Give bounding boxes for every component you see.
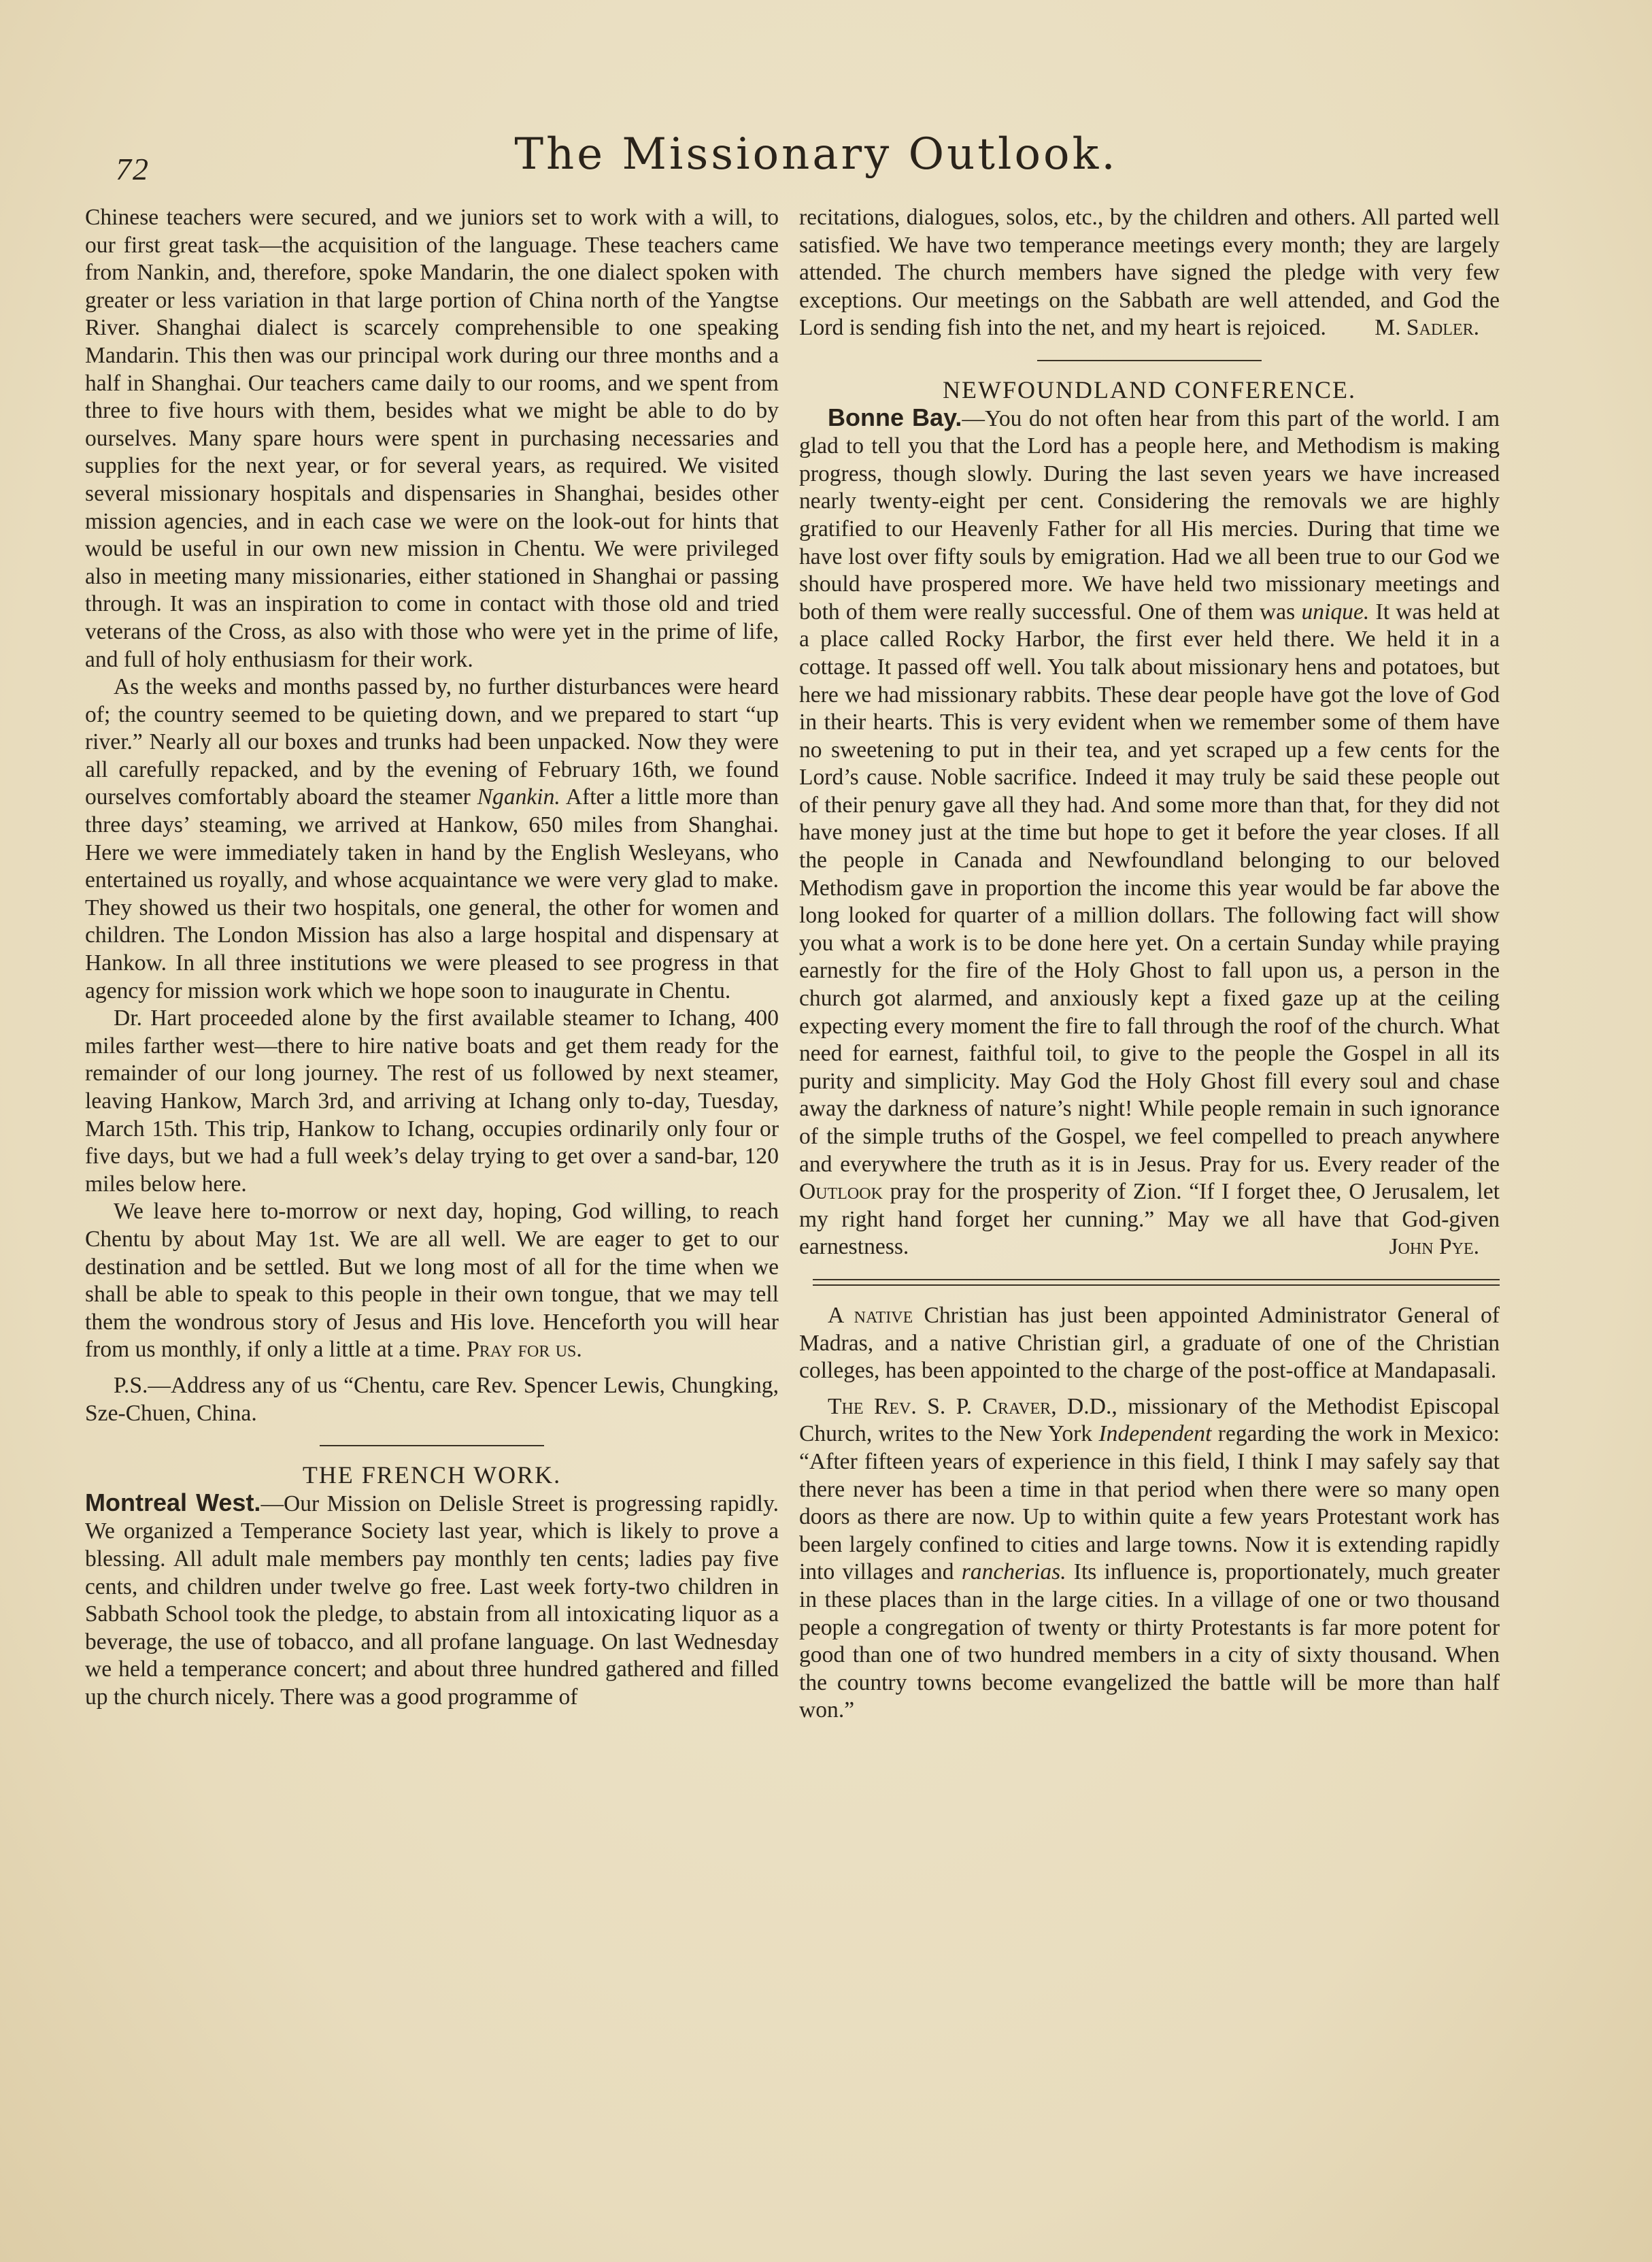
masthead-title: The Missionary Outlook. — [514, 129, 1118, 180]
section-divider — [320, 1445, 544, 1446]
section-heading-french-work: THE FRENCH WORK. — [302, 1461, 562, 1489]
place-lead: Montreal West. — [85, 1488, 261, 1516]
paragraph: Montreal West.—Our Mission on Delisle Street is progressing rapidly. We organized a Temperance Society last year, which is likely to prove a blessing. All adult male members pay monthly ten cents; ladies pay five cents, and children under twelve go free. Last week forty-two children in Sabbath School took the pledge, to abstain from all intoxicating liquor as a beverage, the use of tobacco, and all profane language. On last Wednesday we held a temperance concert; and about three hundred gathered and filled up the church nicely. There was a good programme of — [85, 1488, 779, 1710]
paragraph: Bonne Bay.—You do not often hear from this part of the world. I am glad to tell you that the Lord has a people here, and Methodism is making progress, though slowly. During the last seven years we have increased nearly twenty-eight per cent. Considering the removals we are highly gratified to our Heavenly Father for all His mercies. During that time we have lost over fifty souls by emigration. Had we all been true to our God we should have prospered more. We have held two missionary meetings and both of them were really successful. One of them was unique. It was held at a place called Rocky Harbor, the first ever held there. We held it in a cottage. It passed off well. You talk about missionary hens and potatoes, but here we had missionary rabbits. These dear people have got the love of God in their hearts. This is very evident when we remember some of them have no sweetening to put in their tea, and yet scraped up a few cents for the Lord’s cause. Noble sacrifice. Indeed it may truly be said these people out of their penury gave all they had. And some more than that, for they did not have money just at the time but hope to get it before the year closes. If all the people in Canada and Newfoundland belonging to our beloved Methodism gave in proportion the income this year would be far above the long looked for quarter of a million dollars. The following fact will show you what a work is to be done here yet. On a certain Sunday while praying earnestly for the fire of the Holy Ghost to fall upon us, a person in the church got alarmed, and anxiously kept a fixed gaze up at the ceiling expecting every moment the fire to fall through the roof of the church. What need for earnest, faithful toil, to give to the people the Gospel in all its purity and simplicity. May God the Holy Ghost fill every soul and chase away the darkness of nature’s night! While people remain in such ignorance of the simple truths of the Gospel, we feel compelled to preach anywhere and everywhere the truth as it is in Jesus. Pray for us. Every reader of the Outlook pray for the prosperity of Zion. “If I forget thee, O Jerusalem, let my right hand forget her cunning.” May we all have that God-given earnestness. John Pye. — [799, 404, 1500, 1261]
signature: John Pye. — [1389, 1234, 1479, 1260]
ship-name: Ngankin. — [477, 784, 560, 810]
closing-line: Pray for us. — [467, 1337, 582, 1363]
section-divider — [1037, 360, 1262, 361]
place-lead: Bonne Bay. — [828, 403, 962, 431]
signature: M. Sadler. — [1375, 315, 1479, 341]
postscript: P.S.—Address any of us “Chentu, care Rev. Spencer Lewis, Chungking, Sze-Chuen, China. — [85, 1372, 779, 1426]
paragraph: Chinese teachers were secured, and we juniors set to work with a will, to our first great task—the acquisition of the language. These teachers came from Nankin, and, therefore, spoke Mandarin, the one dialect spoken with greater or less variation in that large portion of China north of the Yangtse River. Shanghai dialect is scarcely comprehensible to one speaking Mandarin. This then was our principal work during our three months and a half in Shanghai. Our teachers came daily to our rooms, and we spent from three to five hours with them, besides what we might be able to do by ourselves. Many spare hours were spent in purchasing necessaries and supplies for the next year, or for several years, as required. We visited several missionary hospitals and dispensaries in Shanghai, besides other mission agencies, and in each case we were on the look-out for hints that would be useful in our own new mission in Chentu. We were privileged also in meeting many missionaries, either stationed in Shanghai or passing through. It was an inspiration to come in contact with those old and tried veterans of the Cross, as also with those who were yet in the prime of life, and full of holy enthusiasm for their work. — [85, 205, 779, 672]
right-column — [799, 204, 1500, 1725]
paragraph: The Rev. S. P. Craver, D.D., missionary of the Methodist Episcopal Church, writes to the New York Independent regarding the work in Mexico: “After fifteen years of experience in this field, I think I may safely say that there never has been a time in that period when there were so many open doors as there are now. Up to within quite a few years Protestant work has been largely confined to cities and large towns. Now it is extending rapidly into villages and rancherias. Its influence is, proportionately, much greater in these places than in the large cities. In a village of one or two thousand people a congregation of twenty or thirty Protestants is far more potent for good than one of two hundred members in a city of sixty thousand. When the country towns become evangelized the battle will be more than half won.” — [799, 1393, 1500, 1723]
section-heading-newfoundland: NEWFOUNDLAND CONFERENCE. — [943, 376, 1356, 403]
paragraph: We leave here to-morrow or next day, hoping, God willing, to reach Chentu by about May 1st. We are all well. We are eager to get to our destination and be settled. But we long most of all for the time when we shall be able to speak to this people in their own tongue, that we may tell them the wondrous story of Jesus and His love. Henceforth you will hear from us monthly, if only a little at a time. Pray for us. — [85, 1199, 779, 1363]
paragraph: A native Christian has just been appointed Administrator General of Madras, and a native Christian girl, a graduate of one of the Christian colleges, has been appointed to the charge of the post-office at Mandapasali. — [799, 1302, 1500, 1384]
paragraph: As the weeks and months passed by, no further disturbances were heard of; the country seemed to be quieting down, and we prepared to start “up river.” Nearly all our boxes and trunks had been unpacked. Now they were all carefully repacked, and by the evening of February 16th, we found ourselves comfortably aboard the steamer Ngankin. After a little more than three days’ steaming, we arrived at Hankow, 650 miles from Shanghai. Here we were immediately taken in hand by the English Wesleyans, who entertained us royally, and whose acquaintance we were very glad to make. They showed us their two hospitals, one general, the other for women and children. The London Mission has also a large hospital and dispensary at Hankow. In all three institutions we were pleased to see progress in that agency for mission work which we hope soon to inaugurate in Chentu. — [85, 674, 779, 1003]
page-number: 72 — [116, 152, 150, 186]
double-divider — [813, 1279, 1500, 1286]
paragraph: recitations, dialogues, solos, etc., by the children and others. All parted well satisfied. We have two temperance meetings every month; they are largely attended. The church members have signed the pledge with very few exceptions. Our meetings on the Sabbath are well attended, and God the Lord is sending fish into the net, and my heart is rejoiced. M. Sadler. — [799, 204, 1500, 342]
paragraph: Dr. Hart proceeded alone by the first available steamer to Ichang, 400 miles farther west—there to hire native boats and get them ready for the remainder of our long journey. The rest of us followed by next steamer, leaving Hankow, March 3rd, and arriving at Ichang only to-day, Tuesday, March 15th. This trip, Hankow to Ichang, occupies ordinarily only four or five days, but we had a full week’s delay trying to get over a sand-bar, 120 miles below here. — [85, 1005, 779, 1197]
newspaper-title: Independent — [1098, 1421, 1212, 1447]
left-column — [85, 204, 779, 1711]
